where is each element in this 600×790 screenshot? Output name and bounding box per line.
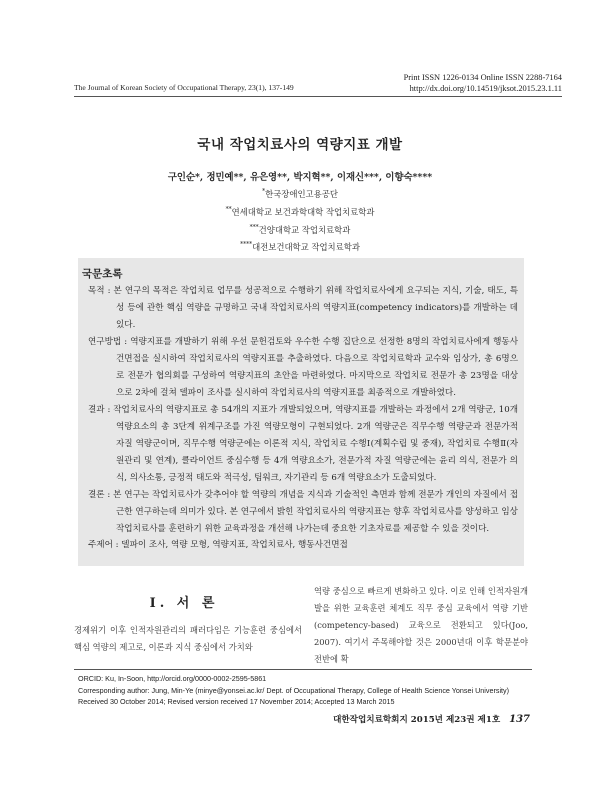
- keywords: 주제어 : 델파이 조사, 역량 모형, 역량지표, 작업치료사, 행동사건면접: [88, 540, 348, 550]
- doi-line[interactable]: http://dx.doi.org/10.14519/jksot.2015.23.1.11: [409, 84, 562, 93]
- abstract-heading: 국문초록: [82, 268, 123, 280]
- footnote: [78, 673, 548, 708]
- orcid-line: ORCID: Ku, In-Soon, http://orcid.org/0000-0002-2595-5861: [78, 674, 267, 683]
- issn-block: [404, 72, 562, 94]
- footnote-rule: [74, 669, 532, 670]
- affiliation-item: ***건양대학교 작업치료학과: [249, 223, 351, 235]
- abstract-conclusion: 결론 : 본 연구는 작업치료사가 갖추어야 할 역량의 개념을 지식과 기술적인 측면과 함께 전문가 개인의 자질에서 접근한 연구하는데 의미가 있다. 본 연구에서 밝힌 작업치료사의 역량지표는 향후 작업치료사를 양성하고 임상 작업치료사를 훈련하기 위한 교육과정을 개선해 나가는데 중요한 기초자료를 제공할 수 있을 것이다.: [88, 490, 518, 534]
- body-column-right: [314, 583, 528, 668]
- section-title: Ⅰ. 서 론: [149, 596, 219, 611]
- affiliation-item: ****대전보건대학교 작업치료학과: [240, 241, 360, 253]
- journal-citation: The Journal of Korean Society of Occupational Therapy, 23(1), 137-149: [74, 83, 294, 92]
- paper-title: 국내 작업치료사의 역량지표 개발: [197, 137, 403, 153]
- abstract-body: [88, 283, 518, 538]
- page-footer: [333, 713, 530, 725]
- corresponding-author: Corresponding author: Jung, Min-Ye (minye@yonsei.ac.kr/ Dept. of Occupational Therapy, College of Health Science Yonsei University): [78, 685, 510, 695]
- footer-journal: 대한작업치료학회지 2015년 제23권 제1호: [333, 715, 501, 725]
- abstract-results: 결과 : 작업치료사의 역량지표로 총 54개의 지표가 개발되었으며, 역량지표를 개발하는 과정에서 2개 역량군, 10개 역량요소의 총 3단계 위계구조를 가진 역량모형이 구현되었다. 2개 역량군은 직무수행 역량군과 전문가적 자질 역량군이며, 직무수행 역량군에는 이론적 지식, 작업치료 수행Ⅰ(계획수립 및 중재), 작업치료 수행Ⅱ(자원관리 및 연계), 클라이언트 중심수행 등 4개 역량요소가, 전문가적 자질 역량군에는 윤리 의식, 전문가 의식, 의사소통, 긍정적 태도와 적극성, 팀워크, 자기관리 등 6개 역량요소가 도출되었다.: [88, 405, 518, 483]
- affiliation-list: [0, 184, 600, 255]
- author-list: 구인순*, 정민예**, 유은영**, 박지혁**, 이재신***, 이향숙****: [167, 172, 433, 183]
- issn-line: Print ISSN 1226-0134 Online ISSN 2288-7164: [403, 73, 562, 82]
- abstract-purpose: 목적 : 본 연구의 목적은 작업치료 업무를 성공적으로 수행하기 위해 작업치료사에게 요구되는 지식, 기술, 태도, 특성 등에 관한 핵심 역량을 규명하고 국내 작업치료사의 역량지표(competency indicators)를 개발하는 데 있다.: [88, 286, 518, 330]
- body-paragraph: 역량 중심으로 빠르게 변화하고 있다. 이로 인해 인적자원개발을 위한 교육훈련 체계도 직무 중심 교육에서 역량 기반(competency-based) 교육으로 전환되고 있다(Joo, 2007). 여기서 주목해야할 것은 2000년대 이후 학문분야 전반에 확: [314, 586, 528, 664]
- header-rule: [74, 96, 562, 97]
- body-paragraph: 경제위기 이후 인적자원관리의 패러다임은 기능훈련 중심에서 핵심 역량의 제고로, 이론과 지식 중심에서 가치와: [74, 625, 302, 652]
- page-number: 137: [509, 714, 530, 725]
- received-dates: Received 30 October 2014; Revised version received 17 November 2014; Accepted 13 March 2015: [78, 697, 395, 707]
- affiliation-item: *한국장애인고용공단: [262, 188, 338, 199]
- body-column-left: [74, 622, 302, 656]
- abstract-methods: 연구방법 : 역량지표를 개발하기 위해 우선 문헌검토와 우수한 수행 집단으로 선정한 8명의 작업치료사에게 행동사건면접을 실시하여 작업치료사의 역량지표를 추출하였다. 다음으로 작업치료학과 교수와 임상가, 총 6명으로 전문가 협의회를 구성하여 역량지표의 초안을 마련하였다. 마지막으로 작업치료 전문가 총 23명을 대상으로 2차에 걸쳐 델파이 조사를 실시하여 작업치료사의 역량지표를 최종적으로 개발하였다.: [88, 337, 518, 398]
- affiliation-item: **연세대학교 보건과학대학 작업치료학과: [225, 205, 375, 217]
